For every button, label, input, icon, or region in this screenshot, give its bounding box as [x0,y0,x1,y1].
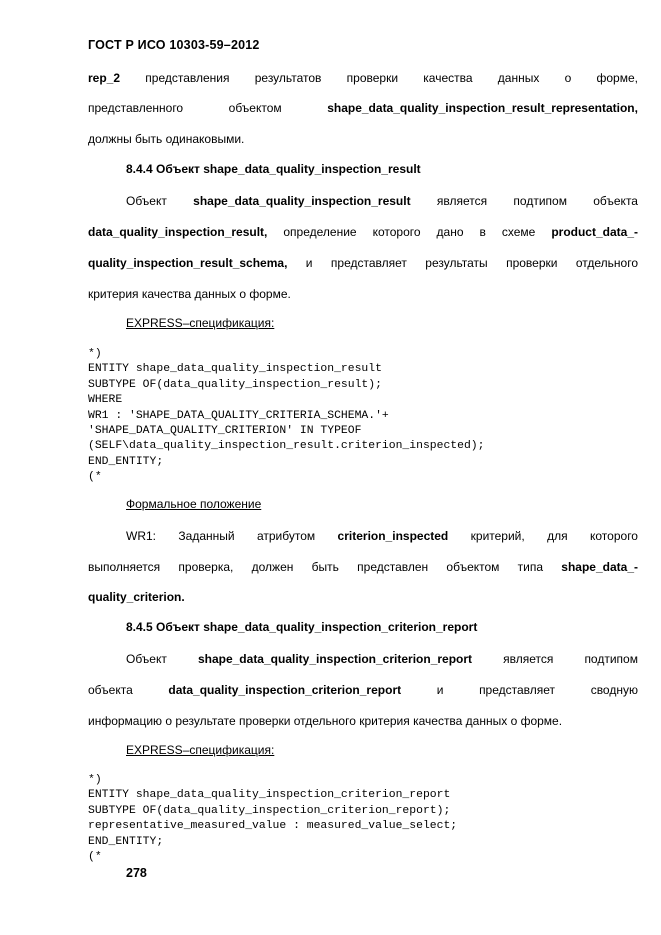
word: представлен [357,560,429,574]
paragraph-line: критерия качества данных о форме. [88,287,291,301]
word: форме, [596,71,638,85]
word: объектом [228,101,282,115]
term: data_quality_inspection_criterion_report [168,683,402,697]
word: проверки [506,256,558,270]
word: Объект [126,194,167,208]
word: о [564,71,572,85]
word: дано [436,225,464,239]
word: объекта [593,194,638,208]
word: подтипом [513,194,567,208]
term: shape_data_quality_inspection_result [193,194,411,208]
term: data_quality_inspection_result, [88,225,268,239]
word: объекта [88,683,133,697]
term: product_data_- [551,225,638,239]
word: объектом [446,560,500,574]
word: и [436,683,444,697]
formal-proposition-label: Формальное положение [126,497,262,511]
word: представляет [330,256,407,270]
word: представления [145,71,230,85]
word: результатов [254,71,322,85]
express-spec-label: EXPRESS–спецификация: [126,743,275,757]
paragraph-line [126,528,638,544]
word: быть [311,560,339,574]
word: представленного [88,101,184,115]
word: качества [423,71,473,85]
word: проверка, [178,560,234,574]
term: quality_criterion. [88,590,185,604]
paragraph-line [126,193,638,209]
paragraph-line [88,100,638,116]
word: отдельного [575,256,638,270]
paragraph-line [88,682,638,698]
paragraph-line [88,224,638,240]
express-code-block: *) ENTITY shape_data_quality_inspection_criterion_report SUBTYPE OF(data_quality_inspection_criterion_report); representative_measured_value : measured_value_select; END_ENTITY; (* [88,774,458,864]
paragraph-line [88,70,638,86]
word: и [305,256,313,270]
term: criterion_inspected [337,529,449,543]
paragraph-line [126,651,638,667]
section-heading-8-4-4: 8.4.4 Объект shape_data_quality_inspection_result [126,162,421,176]
word: для [547,529,568,543]
express-spec-label: EXPRESS–спецификация: [126,316,275,330]
term: shape_data_quality_inspection_result_representation, [327,101,638,115]
term: shape_data_quality_inspection_criterion_report [197,652,473,666]
word: данных [497,71,540,85]
word: Объект [126,652,167,666]
word: результаты [425,256,488,270]
paragraph-line [88,559,638,575]
paragraph-line [88,255,638,271]
word: подтипом [584,652,638,666]
word: схеме [501,225,536,239]
word: выполняется [88,560,161,574]
word: которого [372,225,421,239]
document-header: ГОСТ Р ИСО 10303-59–2012 [88,38,260,52]
word: атрибутом [256,529,316,543]
paragraph-line: должны быть одинаковыми. [88,132,245,146]
paragraph-line: информацию о результате проверки отдельного критерия качества данных о форме. [88,714,563,728]
term: rep_2 [88,71,121,85]
word: является [436,194,488,208]
term: quality_inspection_result_schema, [88,256,288,270]
word: Заданный [178,529,235,543]
word: определение [283,225,357,239]
word: является [503,652,554,666]
section-heading-8-4-5: 8.4.5 Объект shape_data_quality_inspection_criterion_report [126,620,478,634]
word: критерий, [470,529,525,543]
word: в [479,225,486,239]
express-code-block: *) ENTITY shape_data_quality_inspection_result SUBTYPE OF(data_quality_inspection_result); WHERE WR1 : 'SHAPE_DATA_QUALITY_CRITERIA_SCHEMA.'+ 'SHAPE_DATA_QUALITY_CRITERION' IN TYPEOF (SELF\data_quality_inspection_result.criterion_inspected); END_ENTITY; (* [88,348,485,484]
word: сводную [590,683,638,697]
paragraph-line [88,589,638,605]
word: должен [251,560,294,574]
word: проверки [346,71,399,85]
word: представляет [479,683,556,697]
word: типа [517,560,544,574]
term: shape_data_- [561,560,638,574]
word: которого [590,529,638,543]
word: WR1: [126,529,156,543]
page-number: 278 [126,866,147,880]
